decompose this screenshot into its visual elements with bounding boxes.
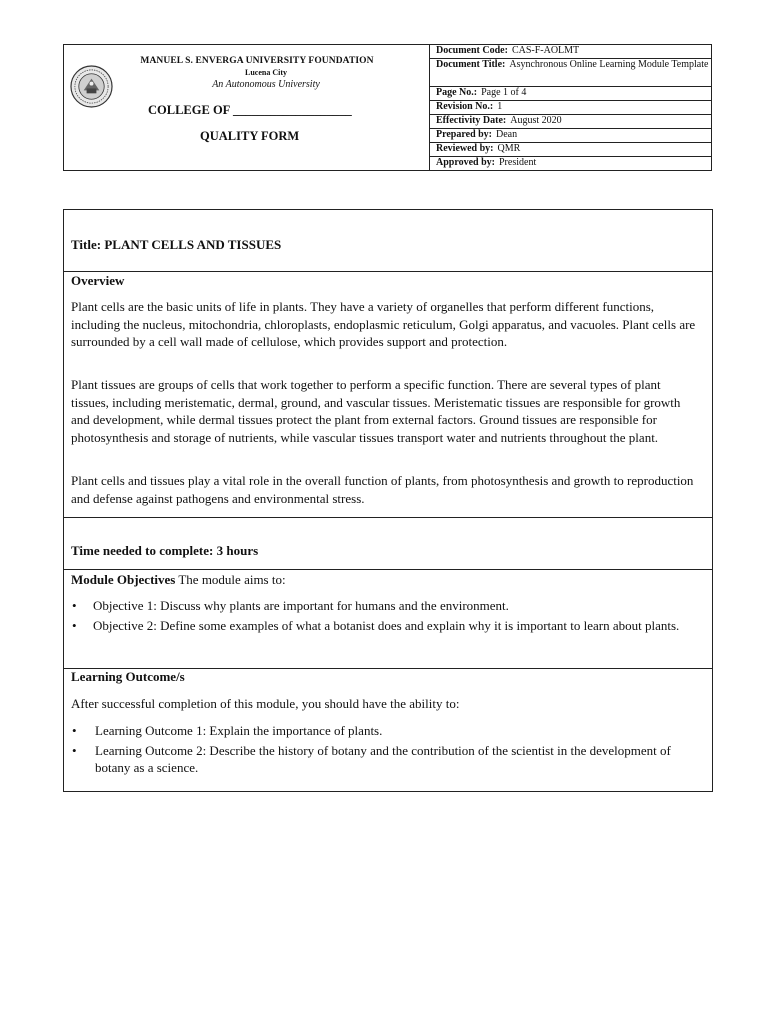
university-city: Lucena City bbox=[245, 68, 287, 77]
outcome-text: Learning Outcome 1: Explain the importance of plants. bbox=[95, 723, 383, 738]
objectives-intro: The module aims to: bbox=[175, 572, 286, 587]
document-header bbox=[63, 44, 712, 171]
meta-row-revision bbox=[430, 101, 711, 115]
outcomes-intro: After successful completion of this module, you should have the ability to: bbox=[71, 696, 460, 711]
list-item bbox=[71, 597, 701, 615]
bullet-icon: • bbox=[72, 742, 77, 758]
module-title: Title: PLANT CELLS AND TISSUES bbox=[71, 237, 282, 252]
overview-paragraph: Plant cells are the basic units of life in plants. They have a variety of organelles that perform different functions, including the nucleus, mitochondria, chloroplasts, endoplasmic reticulum, Golgi apparatus, and vacuoles. Plant cells are surrounded by a cell wall made of cellulose, which provides support and protection. bbox=[71, 299, 696, 349]
meta-row-approved bbox=[430, 157, 711, 170]
module-title-section bbox=[64, 210, 712, 272]
objective-text: Objective 2: Define some examples of what a botanist does and explain why it is important to learn about plants. bbox=[93, 617, 680, 633]
objectives-heading: Module Objectives bbox=[71, 572, 176, 587]
time-needed: Time needed to complete: 3 hours bbox=[71, 543, 259, 558]
overview-heading: Overview bbox=[71, 273, 125, 288]
meta-label: Page No.: bbox=[436, 87, 478, 98]
meta-row-code bbox=[430, 45, 711, 59]
bullet-icon: • bbox=[72, 617, 77, 633]
module-content-table bbox=[63, 209, 713, 792]
meta-value: 1 bbox=[497, 101, 503, 112]
outcome-text: Learning Outcome 2: Describe the history of botany and the contribution of the scientist in the development of botany as a science. bbox=[95, 742, 671, 775]
objectives-intro-line bbox=[71, 572, 286, 588]
overview-section bbox=[64, 272, 712, 518]
objectives-section bbox=[64, 570, 712, 669]
meta-value: August 2020 bbox=[510, 115, 562, 126]
overview-paragraph: Plant cells and tissues play a vital role in the overall function of plants, from photosynthesis and growth to reproduction and defense against pathogens and environmental stress. bbox=[71, 473, 694, 506]
meta-label: Revision No.: bbox=[436, 101, 494, 112]
meta-row-prepared bbox=[430, 129, 711, 143]
meta-value: Asynchronous Online Learning Module Template bbox=[509, 59, 709, 70]
document-meta-table bbox=[430, 45, 711, 170]
list-item bbox=[71, 617, 701, 635]
meta-label: Reviewed by: bbox=[436, 143, 494, 154]
outcomes-heading: Learning Outcome/s bbox=[71, 669, 185, 684]
meta-value: QMR bbox=[497, 143, 521, 154]
college-line: COLLEGE OF ___________________ bbox=[148, 103, 352, 117]
time-section bbox=[64, 518, 712, 570]
meta-value: Page 1 of 4 bbox=[481, 87, 527, 98]
meta-label: Document Code: bbox=[436, 45, 508, 56]
meta-value: Dean bbox=[496, 129, 518, 140]
meta-label: Prepared by: bbox=[436, 129, 493, 140]
meta-label: Effectivity Date: bbox=[436, 115, 507, 126]
university-name: MANUEL S. ENVERGA UNIVERSITY FOUNDATION bbox=[140, 56, 374, 66]
form-type: QUALITY FORM bbox=[200, 129, 300, 143]
overview-paragraph: Plant tissues are groups of cells that work together to perform a specific function. There are several types of plant tissues, including meristematic, dermal, ground, and vascular tissues. Meristematic tissues are responsible for growth and development, while dermal tissues protect the plant from external factors. Ground tissues are responsible for photosynthesis and storage of nutrients, while vascular tissues transport water and nutrients throughout the plant. bbox=[71, 377, 681, 445]
meta-row-title bbox=[430, 59, 711, 87]
meta-row-effectivity bbox=[430, 115, 711, 129]
meta-row-reviewed bbox=[430, 143, 711, 157]
university-seal-icon bbox=[70, 65, 113, 108]
learning-outcomes-section bbox=[64, 669, 712, 791]
meta-label: Approved by: bbox=[436, 157, 495, 168]
list-item bbox=[71, 722, 701, 740]
list-item bbox=[71, 742, 701, 777]
meta-value: CAS-F-AOLMT bbox=[511, 45, 580, 56]
bullet-icon: • bbox=[72, 723, 77, 738]
header-institution-block bbox=[64, 45, 430, 170]
university-tagline: An Autonomous University bbox=[212, 79, 320, 90]
objective-text: Objective 1: Discuss why plants are important for humans and the environment. bbox=[93, 598, 509, 613]
meta-value: President bbox=[499, 157, 537, 168]
meta-row-page bbox=[430, 87, 711, 101]
outcomes-list bbox=[71, 722, 701, 779]
bullet-icon: • bbox=[72, 598, 77, 613]
meta-label: Document Title: bbox=[436, 59, 506, 70]
objectives-list bbox=[71, 597, 701, 636]
